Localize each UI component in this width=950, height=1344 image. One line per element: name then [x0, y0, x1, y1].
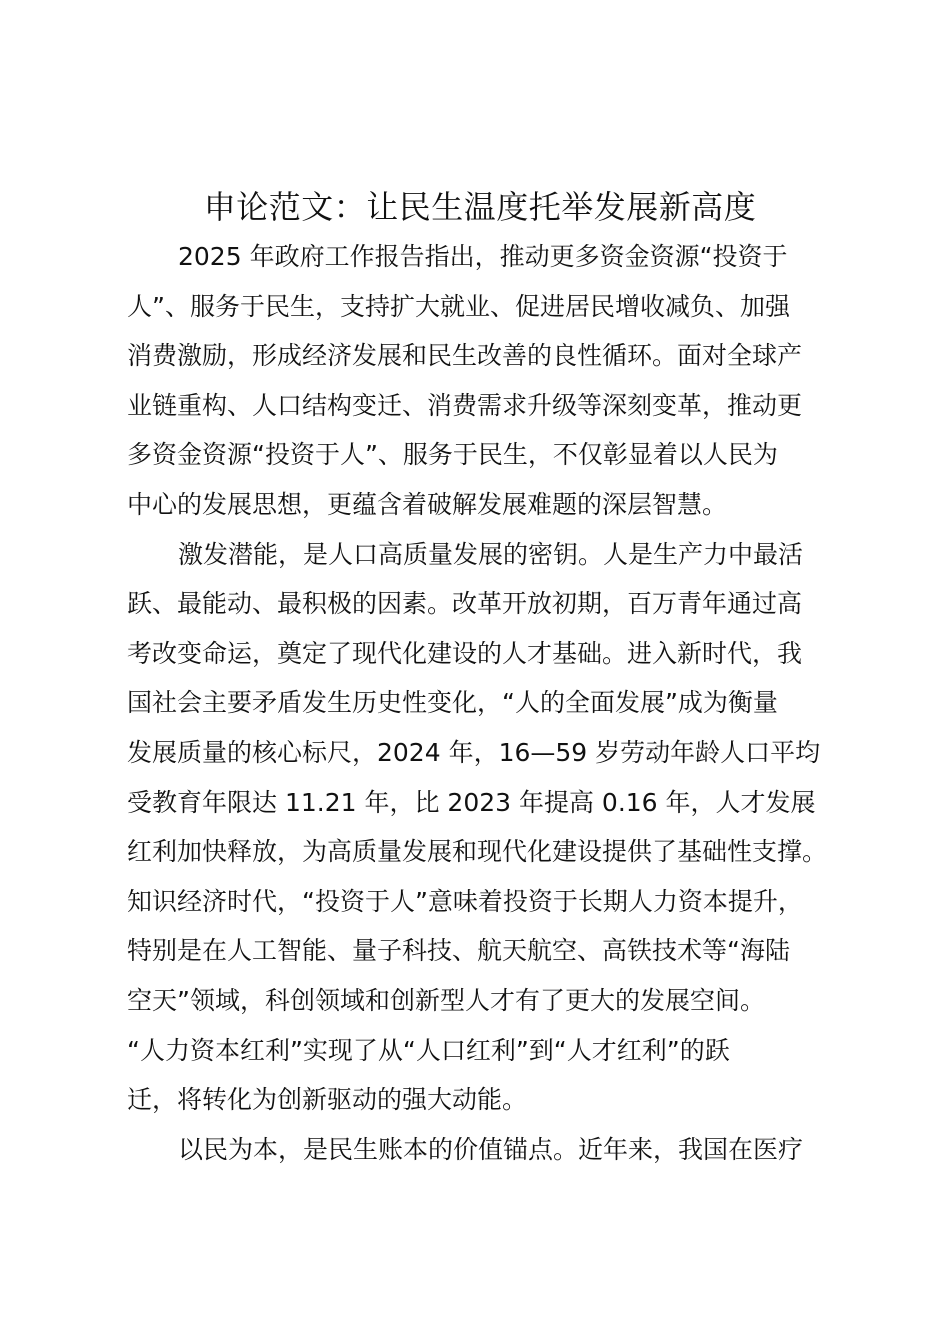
paragraph-3: [127, 1125, 837, 1175]
text-line: 空天”领域，科创领域和创新型人才有了更大的发展空间。: [127, 985, 765, 1015]
text-line: 考改变命运，奠定了现代化建设的人才基础。进入新时代，我: [127, 638, 803, 668]
text-line: 发展质量的核心标尺，2024 年，16—59 岁劳动年龄人口平均: [127, 737, 821, 767]
text-line: 激发潜能，是人口高质量发展的密钥。人是生产力中最活: [178, 539, 804, 569]
text-line: 人”、服务于民生，支持扩大就业、促进居民增收减负、加强: [127, 291, 790, 321]
text-line: 特别是在人工智能、量子科技、航天航空、高铁技术等“海陆: [127, 936, 790, 966]
text-line: 以民为本，是民生账本的价值锚点。近年来，我国在医疗: [178, 1134, 804, 1164]
text-line: 中心的发展思想，更蕴含着破解发展难题的深层智慧。: [127, 489, 728, 519]
text-line: 2025 年政府工作报告指出，推动更多资金资源“投资于: [178, 242, 788, 271]
text-line: 跃、最能动、最积极的因素。改革开放初期，百万青年通过高: [127, 589, 803, 619]
document-title: 申论范文：让民生温度托举发展新高度: [203, 188, 757, 226]
paragraph-2: [127, 530, 837, 1125]
text-line: 多资金资源“投资于人”、服务于民生，不仅彰显着以人民为: [127, 440, 778, 470]
text-line: 受教育年限达 11.21 年，比 2023 年提高 0.16 年，人才发展: [127, 787, 816, 817]
paragraph-1: [127, 232, 837, 530]
text-line: 消费激励，形成经济发展和民生改善的良性循环。面对全球产: [127, 341, 803, 371]
text-line: “人力资本红利”实现了从“人口红利”到“人才红利”的跃: [127, 1035, 730, 1065]
text-line: 国社会主要矛盾发生历史性变化，“人的全面发展”成为衡量: [127, 688, 778, 718]
text-line: 迁，将转化为创新驱动的强大动能。: [127, 1085, 528, 1115]
text-line: 知识经济时代，“投资于人”意味着投资于长期人力资本提升，: [127, 886, 803, 916]
text-line: 红利加快释放，为高质量发展和现代化建设提供了基础性支撑。: [127, 837, 828, 867]
text-line: 业链重构、人口结构变迁、消费需求升级等深刻变革，推动更: [127, 390, 803, 420]
document-body: [127, 232, 837, 1174]
